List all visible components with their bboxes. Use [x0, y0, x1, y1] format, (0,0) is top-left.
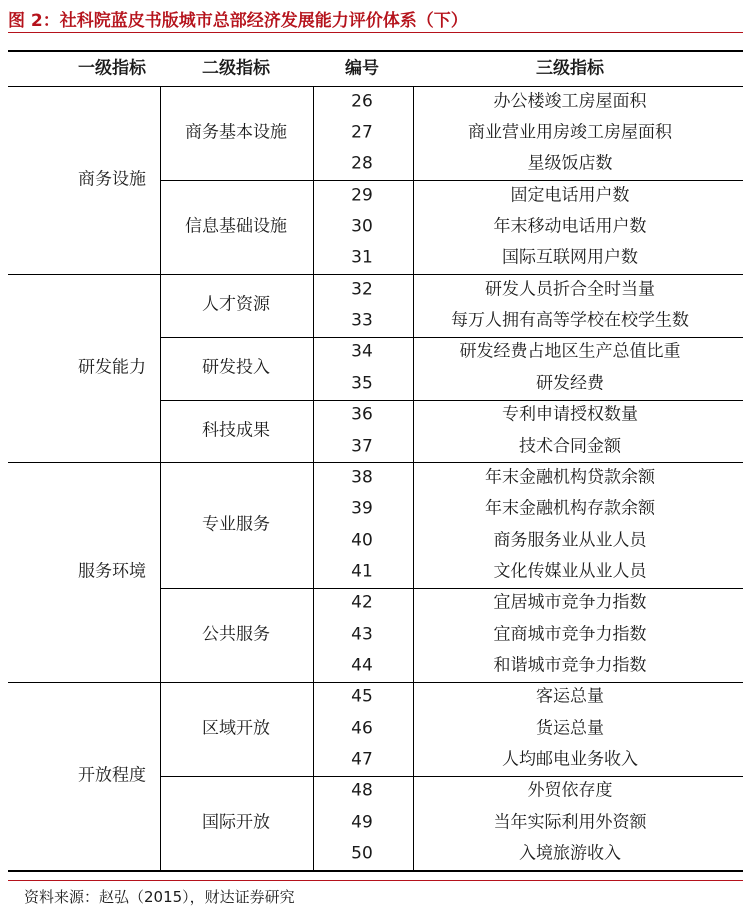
item-number: 48: [351, 780, 373, 801]
item-number: 40: [351, 530, 373, 551]
item-name: 人均邮电业务收入: [502, 749, 638, 770]
level1-label: 开放程度: [78, 765, 146, 786]
item-name: 和谐城市竞争力指数: [493, 655, 647, 676]
source-rule: [8, 880, 743, 881]
group-rule: [8, 462, 743, 463]
item-number: 44: [351, 655, 373, 676]
item-number: 39: [351, 498, 373, 519]
item-name: 星级饭店数: [527, 153, 613, 174]
level2-label: 研发投入: [202, 357, 270, 378]
item-name: 当年实际利用外资额: [493, 812, 647, 833]
item-number: 26: [351, 91, 373, 112]
item-name: 宜居城市竞争力指数: [493, 592, 647, 613]
item-number: 50: [351, 843, 373, 864]
item-number: 46: [351, 718, 373, 739]
subgroup-rule: [160, 337, 743, 338]
item-number: 31: [351, 247, 373, 268]
level2-label: 科技成果: [202, 420, 270, 441]
table-bottom-rule: [8, 870, 743, 872]
level1-label: 商务设施: [78, 169, 146, 190]
header-level3: 三级指标: [536, 58, 604, 79]
item-number: 42: [351, 592, 373, 613]
item-number: 28: [351, 153, 373, 174]
item-number: 29: [351, 185, 373, 206]
item-number: 34: [351, 341, 373, 362]
item-name: 国际互联网用户数: [502, 247, 638, 268]
level2-label: 专业服务: [202, 514, 270, 535]
header-number: 编号: [345, 58, 379, 79]
level1-label: 研发能力: [78, 357, 146, 378]
level2-label: 信息基础设施: [185, 216, 287, 237]
subgroup-rule: [160, 180, 743, 181]
item-name: 客运总量: [536, 686, 604, 707]
item-name: 商务服务业从业人员: [493, 530, 647, 551]
item-name: 技术合同金额: [519, 436, 621, 457]
item-name: 年末金融机构存款余额: [485, 498, 655, 519]
item-number: 38: [351, 467, 373, 488]
header-level1: 一级指标: [78, 58, 146, 79]
item-number: 36: [351, 404, 373, 425]
level2-label: 国际开放: [202, 812, 270, 833]
item-name: 入境旅游收入: [519, 843, 621, 864]
item-number: 33: [351, 310, 373, 331]
subgroup-rule: [160, 776, 743, 777]
header-level2: 二级指标: [202, 58, 270, 79]
group-rule: [8, 682, 743, 683]
item-number: 32: [351, 279, 373, 300]
item-name: 办公楼竣工房屋面积: [493, 91, 647, 112]
item-name: 研发人员折合全时当量: [485, 279, 655, 300]
item-name: 固定电话用户数: [510, 185, 630, 206]
table-top-rule: [8, 50, 743, 52]
header-bottom-rule: [8, 86, 743, 87]
subgroup-rule: [160, 588, 743, 589]
item-name: 研发经费占地区生产总值比重: [459, 341, 681, 362]
item-number: 45: [351, 686, 373, 707]
level2-label: 区域开放: [202, 718, 270, 739]
source-note: 资料来源：赵弘（2015），财达证券研究: [24, 888, 295, 906]
item-name: 商业营业用房竣工房屋面积: [468, 122, 672, 143]
item-name: 文化传媒业从业人员: [493, 561, 647, 582]
subgroup-rule: [160, 400, 743, 401]
column-divider: [160, 86, 161, 870]
item-name: 外贸依存度: [527, 780, 613, 801]
item-name: 年末金融机构贷款余额: [485, 467, 655, 488]
item-name: 年末移动电话用户数: [493, 216, 647, 237]
item-number: 30: [351, 216, 373, 237]
title-underline: [8, 32, 743, 33]
item-name: 货运总量: [536, 718, 604, 739]
item-name: 每万人拥有高等学校在校学生数: [451, 310, 689, 331]
item-number: 35: [351, 373, 373, 394]
item-number: 49: [351, 812, 373, 833]
figure-title: 图 2：社科院蓝皮书版城市总部经济发展能力评价体系（下）: [8, 11, 468, 31]
level2-label: 公共服务: [202, 624, 270, 645]
item-number: 37: [351, 436, 373, 457]
column-divider: [413, 86, 414, 870]
item-number: 43: [351, 624, 373, 645]
column-divider: [313, 86, 314, 870]
level2-label: 人才资源: [202, 294, 270, 315]
item-name: 专利申请授权数量: [502, 404, 638, 425]
item-number: 41: [351, 561, 373, 582]
item-name: 研发经费: [536, 373, 604, 394]
item-name: 宜商城市竞争力指数: [493, 624, 647, 645]
item-number: 47: [351, 749, 373, 770]
level2-label: 商务基本设施: [185, 122, 287, 143]
item-number: 27: [351, 122, 373, 143]
group-rule: [8, 274, 743, 275]
level1-label: 服务环境: [78, 561, 146, 582]
